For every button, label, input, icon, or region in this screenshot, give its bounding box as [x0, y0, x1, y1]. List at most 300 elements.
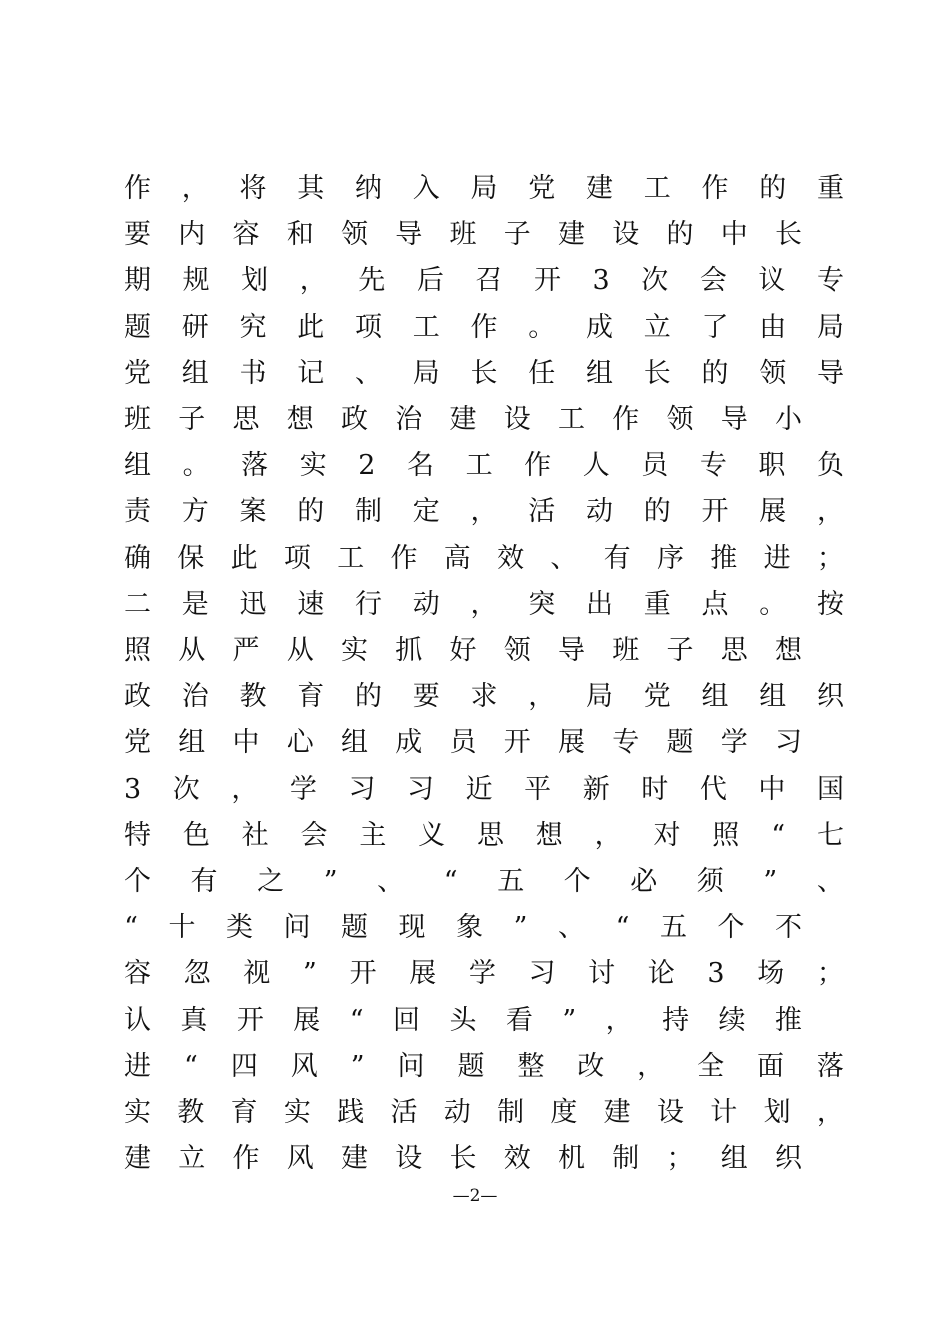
text-char: 作 [470, 311, 498, 343]
text-char: 要 [124, 219, 151, 251]
text-char: 容 [232, 219, 260, 251]
text-char: 政 [124, 681, 151, 713]
text-char: 教 [177, 1097, 205, 1128]
text-char: 实 [341, 635, 368, 666]
text-char: 专 [699, 450, 727, 482]
text-char: ” [562, 1004, 577, 1036]
text-char: ； [816, 542, 844, 574]
text-char: 长 [470, 357, 498, 389]
text-line [124, 998, 802, 1044]
text-char: ， [605, 1004, 633, 1036]
text-char: 面 [756, 1050, 784, 1082]
text-char: 点 [701, 588, 729, 620]
text-char: 类 [226, 912, 253, 944]
text-char: 、 [355, 357, 382, 389]
text-char: ， [594, 819, 622, 851]
text-char: 推 [710, 542, 738, 574]
text-char: 作 [524, 450, 552, 482]
text-char: “ [124, 912, 138, 944]
text-char: ， [528, 681, 556, 713]
text-char: 治 [181, 681, 209, 713]
text-char: 任 [528, 357, 556, 389]
text-line [124, 258, 844, 304]
text-char: 不 [775, 912, 802, 944]
text-char: 头 [449, 1004, 477, 1036]
text-char: 定 [412, 496, 440, 528]
text-char: 项 [283, 542, 311, 574]
text-char: 的 [759, 173, 787, 204]
text-char: 好 [449, 635, 477, 666]
text-char: 局 [412, 357, 440, 389]
text-char: 建 [449, 404, 477, 435]
text-char: 题 [666, 727, 694, 759]
text-char: 特 [124, 819, 151, 851]
text-char: 工 [337, 542, 365, 574]
text-char: 开 [236, 1004, 264, 1036]
text-char: 习 [407, 773, 434, 805]
text-char: 组 [720, 1143, 748, 1175]
text-char: 想 [535, 819, 563, 851]
text-char: 突 [528, 588, 556, 620]
text-char: 题 [124, 311, 151, 343]
text-char: 工 [643, 173, 671, 204]
text-line [124, 628, 802, 674]
text-char: 保 [177, 542, 205, 574]
text-char: 规 [182, 265, 210, 297]
text-char: 代 [699, 773, 727, 805]
text-line [124, 212, 802, 258]
text-char: 风 [286, 1143, 314, 1175]
text-char: 色 [182, 819, 210, 851]
text-char: 高 [443, 542, 471, 574]
text-char: 项 [355, 311, 382, 343]
text-char: 先 [358, 265, 386, 297]
text-char: 召 [475, 265, 503, 297]
text-char: 组 [586, 357, 613, 389]
text-char: ” [303, 958, 317, 990]
text-char: ” [350, 1050, 365, 1082]
text-char: 问 [283, 912, 311, 944]
text-char: 书 [239, 357, 267, 389]
text-char: 求 [470, 681, 498, 713]
text-char: ” [323, 866, 338, 897]
text-char: 讨 [588, 958, 616, 990]
text-char: “ [443, 866, 458, 897]
text-char: 建 [124, 1143, 151, 1175]
text-char: 记 [297, 357, 325, 389]
text-char: 建 [341, 1143, 368, 1175]
text-char: 效 [497, 542, 525, 574]
text-char: 领 [503, 635, 531, 666]
text-line [124, 767, 844, 813]
text-char: 、 [558, 912, 585, 944]
text-char: ” [513, 912, 528, 944]
text-char: 时 [641, 773, 669, 805]
text-char: 社 [241, 819, 269, 851]
text-char: 机 [558, 1143, 585, 1175]
text-line [124, 859, 844, 905]
text-char: 开 [533, 265, 561, 297]
text-line [124, 166, 844, 212]
text-char: 育 [297, 681, 325, 713]
text-char: 中 [758, 773, 786, 805]
text-char: 中 [232, 727, 260, 759]
text-char: ， [181, 173, 209, 204]
text-char: 成 [586, 311, 613, 343]
text-char: 开 [349, 958, 377, 990]
text-char: 期 [124, 265, 151, 297]
text-char: 组 [759, 681, 787, 713]
text-char: 负 [816, 450, 844, 482]
text-char: 班 [449, 219, 477, 251]
text-char: 组 [341, 727, 368, 759]
text-char: ， [817, 496, 844, 528]
text-char: 按 [817, 588, 844, 620]
text-char: 领 [666, 404, 694, 435]
text-char: 七 [816, 819, 844, 851]
text-char: 十 [168, 912, 196, 944]
text-char: ， [299, 265, 327, 297]
text-char: 设 [656, 1097, 684, 1128]
text-char: 、 [550, 542, 578, 574]
text-char: 国 [816, 773, 844, 805]
text-char: 确 [124, 542, 151, 574]
text-char: 改 [577, 1050, 605, 1082]
page-number: —2— [452, 1186, 498, 1206]
text-char: 研 [181, 311, 209, 343]
text-char: 作 [390, 542, 418, 574]
text-char: 严 [232, 635, 260, 666]
text-char: 党 [124, 357, 151, 389]
text-char: 责 [124, 496, 151, 528]
text-char: 论 [647, 958, 675, 990]
text-char: 度 [550, 1097, 578, 1128]
text-char: ； [816, 958, 844, 990]
text-char: 小 [775, 404, 802, 435]
text-char: 案 [239, 496, 267, 528]
text-char: 推 [774, 1004, 802, 1036]
text-char: 序 [656, 542, 684, 574]
text-char: 进 [124, 1050, 151, 1082]
text-char: 落 [816, 1050, 844, 1082]
text-char: 习 [775, 727, 802, 759]
text-char: 动 [412, 588, 440, 620]
text-char: 实 [299, 450, 327, 482]
text-char: 动 [586, 496, 613, 528]
text-char: ” [763, 866, 778, 897]
text-line [124, 1136, 802, 1182]
text-char: 此 [230, 542, 258, 574]
text-char: 长 [449, 1143, 477, 1175]
text-char: 专 [816, 265, 844, 297]
text-char: ， [470, 588, 498, 620]
text-char: 学 [720, 727, 748, 759]
text-char: 从 [286, 635, 314, 666]
text-char: 职 [758, 450, 786, 482]
text-char: 计 [710, 1097, 738, 1128]
text-char: 实 [124, 1097, 151, 1128]
text-char: 人 [582, 450, 610, 482]
text-line [124, 489, 844, 535]
text-char: “ [184, 1050, 198, 1082]
text-char: 立 [643, 311, 671, 343]
text-char: 持 [662, 1004, 690, 1036]
text-char: 出 [586, 588, 613, 620]
text-char: 将 [239, 173, 267, 204]
text-char: 织 [775, 1143, 802, 1175]
text-char: ； [666, 1143, 694, 1175]
text-char: 重 [643, 588, 671, 620]
text-char: 作 [612, 404, 640, 435]
text-char: 视 [243, 958, 271, 990]
text-char: 员 [449, 727, 477, 759]
text-char: 会 [300, 819, 328, 851]
text-char: 从 [178, 635, 206, 666]
text-char: 有 [190, 866, 218, 897]
text-char: 工 [465, 450, 493, 482]
text-char: 党 [124, 727, 151, 759]
text-char: 速 [297, 588, 325, 620]
text-char: 成 [395, 727, 423, 759]
text-char: 思 [720, 635, 748, 666]
text-char: ， [470, 496, 498, 528]
text-char: 建 [558, 219, 585, 251]
text-char: 长 [643, 357, 671, 389]
text-char: 3 [592, 265, 610, 297]
text-line [124, 674, 844, 720]
text-char: 展 [558, 727, 585, 759]
text-char: 建 [586, 173, 613, 204]
text-char: 义 [418, 819, 446, 851]
text-char: 党 [643, 681, 671, 713]
text-line [124, 536, 844, 582]
text-char: 、 [377, 866, 405, 897]
text-char: 风 [290, 1050, 318, 1082]
text-char: 。 [759, 588, 787, 620]
text-char: 新 [582, 773, 610, 805]
text-char: 回 [393, 1004, 421, 1036]
text-line [124, 397, 802, 443]
text-char: 工 [558, 404, 585, 435]
text-char: 工 [412, 311, 440, 343]
text-char: 专 [612, 727, 640, 759]
text-char: 导 [558, 635, 585, 666]
text-char: “ [771, 819, 786, 851]
text-char: 习 [528, 958, 556, 990]
text-char: 学 [468, 958, 496, 990]
text-char: 看 [505, 1004, 533, 1036]
text-char: 迅 [239, 588, 267, 620]
text-char: 组 [178, 727, 206, 759]
text-char: 想 [775, 635, 802, 666]
text-char: 效 [503, 1143, 531, 1175]
text-char: 制 [612, 1143, 640, 1175]
text-char: 全 [697, 1050, 725, 1082]
text-char: 设 [612, 219, 640, 251]
text-char: 题 [457, 1050, 485, 1082]
text-char: 个 [124, 866, 151, 897]
text-char: 导 [395, 219, 423, 251]
text-char: 究 [239, 311, 267, 343]
text-char: ， [637, 1050, 665, 1082]
text-char: 整 [517, 1050, 545, 1082]
text-char: 领 [759, 357, 787, 389]
text-char: 组 [181, 357, 209, 389]
text-char: 班 [612, 635, 640, 666]
text-char: 局 [817, 311, 844, 343]
text-char: 认 [124, 1004, 151, 1036]
text-char: 实 [283, 1097, 311, 1128]
text-char: 。 [528, 311, 556, 343]
text-char: 近 [465, 773, 493, 805]
text-line [124, 443, 844, 489]
text-char: 导 [817, 357, 844, 389]
text-char: 制 [497, 1097, 525, 1128]
text-char: 政 [341, 404, 368, 435]
text-line [124, 351, 844, 397]
text-char: “ [615, 912, 630, 944]
text-char: 思 [476, 819, 504, 851]
text-char: 落 [241, 450, 269, 482]
text-char: 容 [124, 958, 151, 990]
text-line [124, 582, 844, 628]
text-char: 班 [124, 404, 151, 435]
text-char: 想 [286, 404, 314, 435]
text-char: 学 [289, 773, 317, 805]
text-char: 子 [666, 635, 694, 666]
text-char: 子 [503, 219, 531, 251]
text-char: 展 [293, 1004, 321, 1036]
text-char: 的 [666, 219, 694, 251]
text-char: 问 [397, 1050, 425, 1082]
text-char: 。 [182, 450, 210, 482]
text-char: 2 [358, 450, 376, 482]
text-char: 照 [712, 819, 740, 851]
text-line [124, 951, 844, 997]
text-char: 、 [816, 866, 844, 897]
text-char: 开 [503, 727, 531, 759]
text-char: 党 [528, 173, 556, 204]
text-char: 四 [230, 1050, 258, 1082]
text-char: 现 [398, 912, 426, 944]
text-char: 内 [178, 219, 206, 251]
text-char: 活 [390, 1097, 418, 1128]
text-char: 象 [456, 912, 483, 944]
text-char: 名 [407, 450, 434, 482]
text-char: 组 [701, 681, 729, 713]
text-char: 要 [412, 681, 440, 713]
text-char: 展 [409, 958, 437, 990]
text-line [124, 813, 844, 859]
text-char: 的 [701, 357, 729, 389]
text-char: 个 [563, 866, 591, 897]
text-char: 二 [124, 588, 151, 620]
text-char: 局 [470, 173, 498, 204]
text-char: 必 [630, 866, 658, 897]
text-char: 织 [817, 681, 844, 713]
text-char: 的 [355, 681, 382, 713]
text-char: “ [349, 1004, 364, 1036]
text-char: 此 [297, 311, 325, 343]
text-char: 主 [359, 819, 387, 851]
text-char: 的 [643, 496, 671, 528]
text-char: 局 [586, 681, 613, 713]
text-char: 领 [341, 219, 368, 251]
text-char: 立 [178, 1143, 206, 1175]
text-char: 的 [297, 496, 325, 528]
text-char: 次 [641, 265, 669, 297]
text-char: 照 [124, 635, 151, 666]
text-char: 子 [178, 404, 206, 435]
text-char: 平 [524, 773, 552, 805]
text-char: 划 [241, 265, 269, 297]
text-char: 须 [696, 866, 724, 897]
text-char: 员 [641, 450, 669, 482]
text-char: 个 [717, 912, 745, 944]
text-char: 和 [286, 219, 314, 251]
text-char: 抓 [395, 635, 423, 666]
text-char: 五 [660, 912, 687, 944]
text-char: ， [231, 773, 259, 805]
text-char: 划 [763, 1097, 791, 1128]
text-char: 3 [124, 773, 142, 805]
text-char: ， [816, 1097, 844, 1128]
text-char: 育 [230, 1097, 258, 1128]
text-char: 了 [701, 311, 729, 343]
text-char: 题 [341, 912, 368, 944]
text-char: 续 [718, 1004, 746, 1036]
text-char: 建 [603, 1097, 631, 1128]
text-line [124, 720, 802, 766]
text-char: 作 [232, 1143, 260, 1175]
text-char: 作 [701, 173, 729, 204]
text-char: 场 [757, 958, 785, 990]
text-char: 作 [124, 173, 151, 204]
text-line [124, 305, 844, 351]
text-char: 制 [355, 496, 382, 528]
text-char: 动 [443, 1097, 471, 1128]
text-line [124, 1044, 844, 1090]
text-char: 五 [497, 866, 525, 897]
text-char: 长 [775, 219, 802, 251]
text-char: 思 [232, 404, 260, 435]
text-char: 方 [181, 496, 209, 528]
text-char: 践 [337, 1097, 365, 1128]
text-char: 后 [416, 265, 444, 297]
text-char: 纳 [355, 173, 382, 204]
text-char: 教 [239, 681, 267, 713]
text-char: 由 [759, 311, 787, 343]
text-char: 开 [701, 496, 729, 528]
text-char: 其 [297, 173, 325, 204]
text-char: 导 [720, 404, 748, 435]
text-char: 是 [181, 588, 209, 620]
text-char: 设 [503, 404, 531, 435]
text-char: 议 [758, 265, 786, 297]
text-char: 组 [124, 450, 151, 482]
text-line [124, 1090, 844, 1136]
text-char: 行 [355, 588, 382, 620]
text-char: 对 [653, 819, 681, 851]
text-char: 次 [172, 773, 200, 805]
text-line [124, 905, 802, 951]
text-char: 忽 [183, 958, 211, 990]
text-char: 中 [720, 219, 748, 251]
text-char: 展 [759, 496, 787, 528]
text-char: 进 [763, 542, 791, 574]
text-char: 设 [395, 1143, 423, 1175]
text-char: 有 [603, 542, 631, 574]
